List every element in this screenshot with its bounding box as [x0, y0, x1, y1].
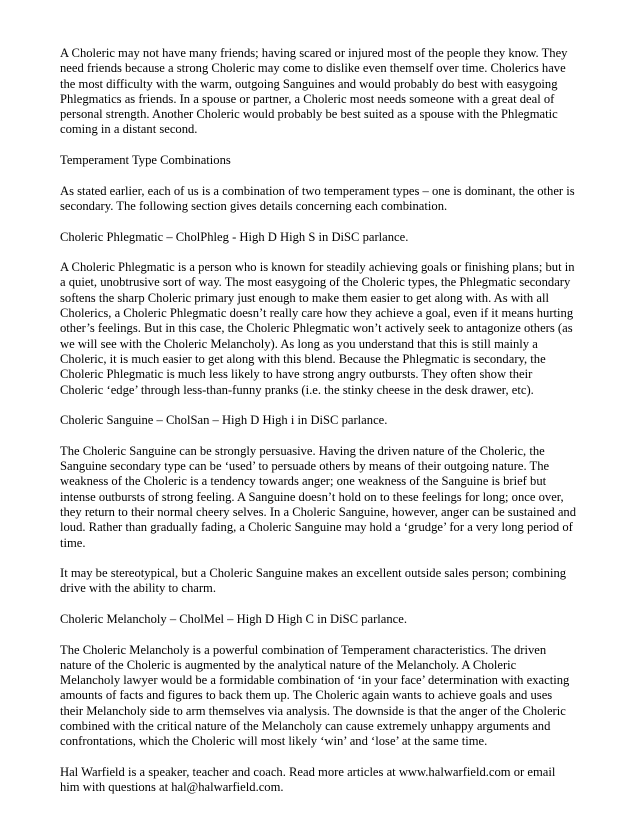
paragraph-choleric-friends: A Choleric may not have many friends; having scared or injured most of the people they know. They need friends because a strong Choleric may come to dislike even themself over time. Cholerics have the most difficulty with the warm, outgoing Sanguines and would probably do best with easygoing Phlegmatics as friends. In a spouse or partner, a Choleric most needs someone with a great deal of personal strength. Another Choleric would probably be best suited as a spouse with the Phlegmatic coming in a distant second.	[60, 46, 568, 137]
paragraph-choleric-melancholy: The Choleric Melancholy is a powerful combination of Temperament characteristics. The driven nature of the Choleric is augmented by the analytical nature of the Melancholy. A Choleric Melancholy lawyer would be a formidable combination of ‘in your face’ determination with exacting amounts of facts and figures to back them up. The Choleric again wants to achieve goals and uses their Melancholy side to arm themselves via analysis. The downside is that the anger of the Choleric combined with the critical nature of the Melancholy can cause extremely unhappy arguments and confrontations, which the Choleric will most likely ‘win’ and ‘lose’ at the same time.	[60, 642, 570, 749]
paragraph-choleric-phlegmatic: A Choleric Phlegmatic is a person who is known for steadily achieving goals or finishing plans; but in a quiet, unobtrusive sort of way. The most easygoing of the Choleric types, the Phlegmatic secondary softens the sharp Choleric primary just enough to make them easier to get along with. As with all Cholerics, a Choleric Phlegmatic doesn’t really care how they achieve a goal, even if it means hurting other’s feelings. But in this case, the Choleric Phlegmatic won’t actively seek to antagonize others (as we will see with the Choleric Melancholy). As long as you understand that this is still mainly a Choleric, it is much easier to get along with this blend. Because the Phlegmatic is secondary, the Choleric Phlegmatic is much less likely to have strong angry outbursts. They often show their Choleric ‘edge’ through less-than-funny pranks (i.e. the stinky cheese in the desk drawer, etc).	[60, 260, 575, 397]
paragraph-sales-person: It may be stereotypical, but a Choleric Sanguine makes an excellent outside sales person; combining drive with the ability to charm.	[60, 566, 567, 596]
author-bio: Hal Warfield is a speaker, teacher and coach. Read more articles at www.halwarfield.com or email him with questions at hal@halwarfield.com.	[60, 764, 556, 795]
subheading-choleric-phlegmatic: Choleric Phlegmatic – CholPhleg - High D High S in DiSC parlance.	[60, 229, 409, 244]
subheading-choleric-sanguine: Choleric Sanguine – CholSan – High D High i in DiSC parlance.	[60, 413, 388, 428]
section-heading-combinations: Temperament Type Combinations	[60, 153, 231, 168]
subheading-choleric-melancholy: Choleric Melancholy – CholMel – High D High C in DiSC parlance.	[60, 611, 407, 626]
paragraph-combinations-intro: As stated earlier, each of us is a combination of two temperament types – one is dominant, the other is secondary. The following section gives details concerning each combination.	[60, 183, 575, 213]
paragraph-choleric-sanguine: The Choleric Sanguine can be strongly persuasive. Having the driven nature of the Choleric, the Sanguine secondary type can be ‘used’ to persuade others by means of their outgoing nature. The weakness of the Choleric is a tendency towards anger; one weakness of the Sanguine is brief but intense outbursts of strong feeling. A Sanguine doesn’t hold on to these feelings for long; once over, they return to their normal cheery selves. In a Choleric Sanguine, however, anger can be sustained and loud. Rather than gradually fading, a Choleric Sanguine may hold a ‘grudge’ for a very long period of time.	[60, 443, 577, 550]
